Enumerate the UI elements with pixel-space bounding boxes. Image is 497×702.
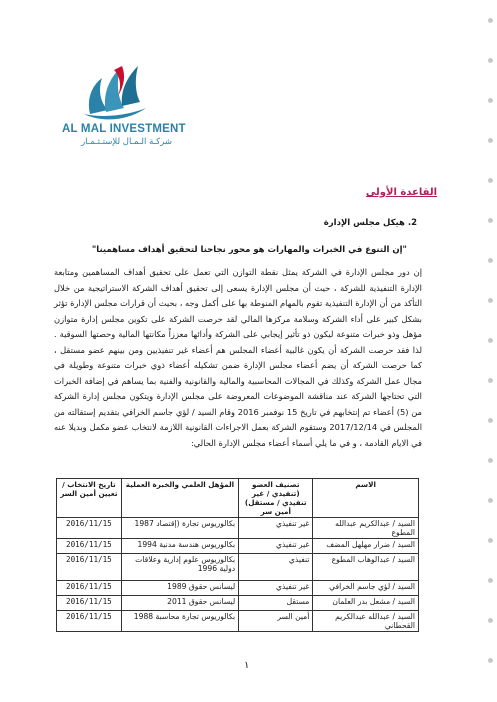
logo-name-ar: شركـة الـمـال للإستـثـمـار [81, 137, 172, 147]
member-date: 2016/11/15 [57, 581, 122, 596]
member-classification: غير تنفيذي [239, 539, 313, 554]
member-classification: مستقل [239, 596, 313, 611]
page-number: ١ [244, 660, 250, 671]
sub-heading: 2. هيكل مجلس الإدارة [323, 218, 417, 228]
member-date: 2016/11/15 [57, 596, 122, 611]
member-date: 2016/11/15 [57, 518, 122, 539]
table-row [57, 539, 419, 554]
member-name: السيد / لؤي جاسم الخرافي [313, 581, 419, 596]
header-classification: تصنيف العضو (تنفيذي / غير تنفيذي / مستقل) أمين سر [239, 479, 313, 518]
member-qualification: بكالوريوس هندسة مدنية 1994 [121, 539, 238, 554]
header-qualification: المؤهل العلمي والخبرة العملية [121, 479, 238, 518]
member-classification: تنفيذي [239, 554, 313, 581]
table-row [57, 596, 419, 611]
logo-mark-icon [80, 56, 150, 126]
header-name: الاسم [313, 479, 419, 518]
quote: "إن التنوع في الخبرات والمهارات هو محور نجاحنا لتحقيق أهداف مساهمينا" [91, 245, 407, 255]
table-header-row [57, 479, 419, 518]
company-logo [62, 56, 186, 151]
header-date: تاريخ الانتخاب / تعيين أمين السر [57, 479, 122, 518]
board-members-table [56, 478, 419, 632]
member-classification: أمين السر [239, 611, 313, 632]
member-name: السيد / ضرار مهلهل المضف [313, 539, 419, 554]
member-classification: غير تنفيذي [239, 581, 313, 596]
member-name: السيد / عبدالله عبدالكريم القحطاني [313, 611, 419, 632]
member-qualification: بكالوريوس تجارة محاسبة 1988 [121, 611, 238, 632]
binder-holes [485, 18, 493, 678]
member-name: السيد / عبدالوهاب المطوع [313, 554, 419, 581]
member-classification: غير تنفيذي [239, 518, 313, 539]
member-qualification: بكالوريوس علوم إدارية وعلاقات دولية 1996 [121, 554, 238, 581]
table-row [57, 581, 419, 596]
table-row [57, 518, 419, 539]
member-date: 2016/11/15 [57, 611, 122, 632]
member-qualification: بكالوريوس تجارة (إقتصاد 1987 [121, 518, 238, 539]
table-row [57, 554, 419, 581]
member-date: 2016/11/15 [57, 539, 122, 554]
member-name: السيد / مشعل بدر العلمان [313, 596, 419, 611]
member-date: 2016/11/15 [57, 554, 122, 581]
logo-name-en: AL MAL INVESTMENT [62, 123, 186, 135]
member-qualification: ليسانس حقوق 2011 [121, 596, 238, 611]
table-row [57, 611, 419, 632]
section-title: القاعدة الأولى [365, 187, 437, 198]
body-paragraph: إن دور مجلس الإدارة في الشركة يمثل نقطة التوازن التي تعمل على تحقيق أهداف المساهمين ومتابعة الإدارة التنفيذية للشركة ، حيث أن مجلس الإدارة يسعى إلى تحقيق أهداف الشركة الاستراتيجية من خلال التأكد من أن الإدارة التنفيذية تقوم بالمهام المنوطة بها على أكمل وجه ، بحيث أن قرارات مجلس الإدارة تؤثر بشكل كبير على أداء الشركة وسلامة مركزها المالي لقد حرصت الشركة على تكوين مجلس إدارة متوازن مؤهل وذو خبرات متنوعة ليكون ذو تأثير إيجابي على الشركة وأدائها معززاً مكانتها المالية وحصتها السوقية . لذا فقد حرصت الشركة أن يكون غالبية أعضاء المجلس هم أعضاء غير تنفيذيين ومن بينهم عضو مستقل ، كما حرصت الشركة أن يضم أعضاء مجلس الإدارة ضمن تشكيله أعضاء ذوي خبرات متنوعة وطويلة في مجال عمل الشركة وكذلك في المجالات المحاسبية والمالية والقانونية والفنية بما يساهم في إضافة الخبرات التي تحتاجها الشركة عند مناقشة الموضوعات المعروضة على مجلس الإدارة ويتكون مجلس إدارة الشركة من (5) أعضاء تم إنتخابهم في تاريخ 15 نوفمبر 2016 وقام السيد / لؤي جاسم الخرافي بتقديم إستقالته من المجلس في 2017/12/14 وستقوم الشركة بعمل الاجراءات القانونية اللازمة لانتخاب عضو مكمل وبديلا عنه في الايام القادمة ، و في ما يلي أسماء أعضاء مجلس الإدارة الحالي: [54, 267, 422, 448]
member-qualification: ليسانس حقوق 1989 [121, 581, 238, 596]
member-name: السيد / عبدالكريم عبدالله المطوع [313, 518, 419, 539]
